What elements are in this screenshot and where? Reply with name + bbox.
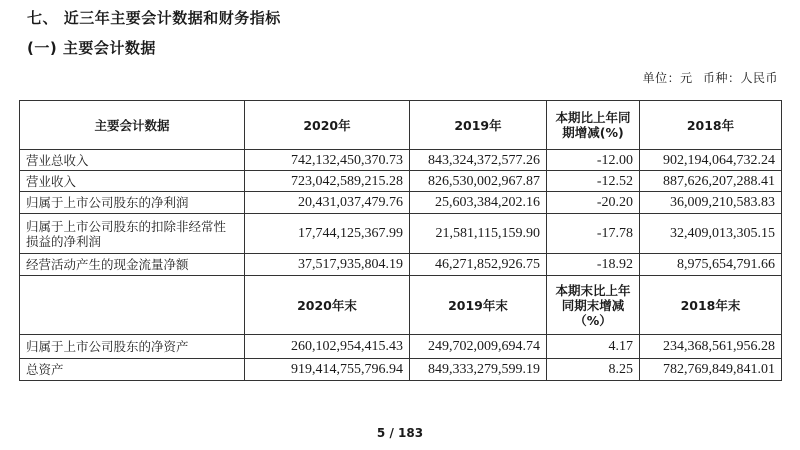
row-label: 营业总收入 bbox=[20, 150, 245, 171]
value-cell: 234,368,561,956.28 bbox=[640, 335, 782, 359]
header-cell: 2019年 bbox=[410, 101, 547, 150]
table-row bbox=[20, 254, 782, 276]
value-cell: 723,042,589,215.28 bbox=[245, 171, 410, 192]
change-cell: 4.17 bbox=[547, 335, 640, 359]
row-label: 总资产 bbox=[20, 359, 245, 381]
change-cell: 8.25 bbox=[547, 359, 640, 381]
header-cell: 2018年 bbox=[640, 101, 782, 150]
unit-label: 单位：元 bbox=[642, 71, 693, 85]
change-cell: -12.52 bbox=[547, 171, 640, 192]
table-header-row bbox=[20, 101, 782, 150]
value-cell: 36,009,210,583.83 bbox=[640, 192, 782, 214]
value-cell: 249,702,009,694.74 bbox=[410, 335, 547, 359]
value-cell: 260,102,954,415.43 bbox=[245, 335, 410, 359]
section-title: 七、 近三年主要会计数据和财务指标 bbox=[27, 9, 281, 27]
value-cell: 25,603,384,202.16 bbox=[410, 192, 547, 214]
change-cell: -18.92 bbox=[547, 254, 640, 276]
header-cell: 本期末比上年同期末增减（%） bbox=[547, 276, 640, 335]
header-cell: 主要会计数据 bbox=[20, 101, 245, 150]
currency-label: 币种：人民币 bbox=[702, 71, 778, 85]
table-header-row bbox=[20, 276, 782, 335]
header-cell: 本期比上年同期增减(%) bbox=[547, 101, 640, 150]
table-row bbox=[20, 150, 782, 171]
sub-title: (一) 主要会计数据 bbox=[27, 39, 156, 57]
value-cell: 8,975,654,791.66 bbox=[640, 254, 782, 276]
page-number: 5 / 183 bbox=[376, 426, 424, 440]
accounting-data-table bbox=[19, 100, 782, 381]
header-cell bbox=[20, 276, 245, 335]
value-cell: 849,333,279,599.19 bbox=[410, 359, 547, 381]
row-label: 归属于上市公司股东的扣除非经常性损益的净利润 bbox=[20, 214, 245, 254]
value-cell: 782,769,849,841.01 bbox=[640, 359, 782, 381]
row-label: 经营活动产生的现金流量净额 bbox=[20, 254, 245, 276]
row-label: 归属于上市公司股东的净利润 bbox=[20, 192, 245, 214]
change-cell: -12.00 bbox=[547, 150, 640, 171]
header-cell: 2019年末 bbox=[410, 276, 547, 335]
value-cell: 46,271,852,926.75 bbox=[410, 254, 547, 276]
table-row bbox=[20, 359, 782, 381]
header-cell: 2020年 bbox=[245, 101, 410, 150]
value-cell: 32,409,013,305.15 bbox=[640, 214, 782, 254]
row-label: 归属于上市公司股东的净资产 bbox=[20, 335, 245, 359]
value-cell: 20,431,037,479.76 bbox=[245, 192, 410, 214]
value-cell: 826,530,002,967.87 bbox=[410, 171, 547, 192]
change-cell: -20.20 bbox=[547, 192, 640, 214]
value-cell: 37,517,935,804.19 bbox=[245, 254, 410, 276]
change-cell: -17.78 bbox=[547, 214, 640, 254]
value-cell: 742,132,450,370.73 bbox=[245, 150, 410, 171]
value-cell: 843,324,372,577.26 bbox=[410, 150, 547, 171]
table-row bbox=[20, 171, 782, 192]
table-row bbox=[20, 214, 782, 254]
table-row bbox=[20, 192, 782, 214]
value-cell: 902,194,064,732.24 bbox=[640, 150, 782, 171]
value-cell: 887,626,207,288.41 bbox=[640, 171, 782, 192]
row-label: 营业收入 bbox=[20, 171, 245, 192]
unit-line bbox=[643, 69, 778, 86]
value-cell: 21,581,115,159.90 bbox=[410, 214, 547, 254]
value-cell: 919,414,755,796.94 bbox=[245, 359, 410, 381]
table-row bbox=[20, 335, 782, 359]
header-cell: 2018年末 bbox=[640, 276, 782, 335]
value-cell: 17,744,125,367.99 bbox=[245, 214, 410, 254]
header-cell: 2020年末 bbox=[245, 276, 410, 335]
